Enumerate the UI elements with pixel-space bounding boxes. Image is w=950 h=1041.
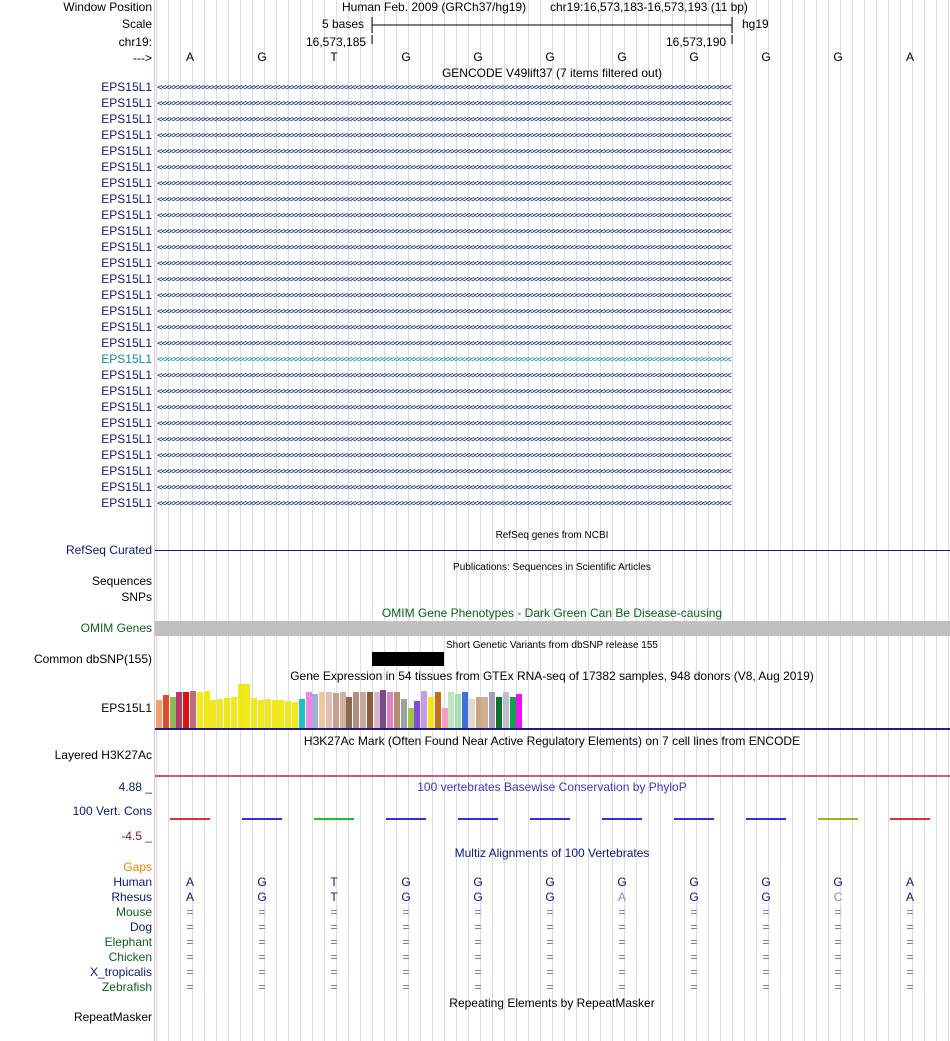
gene-row-label[interactable]: EPS15L1 [101, 240, 152, 254]
alignment-base: = [906, 905, 914, 919]
gene-row-label[interactable]: EPS15L1 [101, 400, 152, 414]
phylop-max-label: 4.88 _ [118, 780, 152, 794]
gtex-tissue-bar[interactable] [251, 698, 257, 728]
position-text: chr19:16,573,183-16,573,193 (11 bp) [550, 0, 748, 14]
h3k27ac-title[interactable]: H3K27Ac Mark (Often Found Near Active Regulatory Elements) on 7 cell lines from ENCODE [303, 734, 801, 748]
gtex-tissue-bar[interactable] [489, 692, 495, 728]
base-letter: A [185, 50, 195, 64]
gene-row-label[interactable]: EPS15L1 [101, 256, 152, 270]
alignment-base: = [834, 935, 842, 949]
alignment-base: G [689, 890, 699, 904]
gene-row[interactable]: <<<<<<<<<<<<<<<<<<<<<<<<<<<<<<<<<<<<<<<<<<<<<<<<<<<<<<<<<<<<<<<<<<<<<<<<<<<<<<<<<<<<<<<<<<<<<<<<<<<<<<<<<<<<<<<<<<<<<<<<<<<<<<<<<<<<<<<< [157, 339, 731, 349]
snps-label[interactable]: SNPs [121, 590, 152, 604]
gene-row[interactable]: <<<<<<<<<<<<<<<<<<<<<<<<<<<<<<<<<<<<<<<<<<<<<<<<<<<<<<<<<<<<<<<<<<<<<<<<<<<<<<<<<<<<<<<<<<<<<<<<<<<<<<<<<<<<<<<<<<<<<<<<<<<<<<<<<<<<<<<< [157, 243, 731, 253]
alignment-base: = [906, 980, 914, 994]
gtex-tissue-bar[interactable] [353, 692, 359, 728]
alignment-base: = [330, 920, 338, 934]
gtex-tissue-bar[interactable] [190, 691, 196, 728]
alignment-base: = [258, 965, 266, 979]
refseq-gene-line[interactable] [155, 550, 950, 551]
gtex-tissue-bar[interactable] [244, 684, 250, 728]
gtex-tissue-bar[interactable] [428, 697, 434, 728]
alignment-base: = [186, 980, 194, 994]
alignment-base: = [690, 935, 698, 949]
alignment-base: = [762, 905, 770, 919]
strand-label: ---> [133, 51, 152, 65]
alignment-base: = [474, 950, 482, 964]
gaps-label[interactable]: Gaps [123, 860, 152, 874]
h3k27ac-baseline [155, 775, 950, 777]
gene-row-label[interactable]: EPS15L1 [101, 496, 152, 510]
chrom-label: chr19: [118, 35, 152, 49]
gene-row[interactable]: <<<<<<<<<<<<<<<<<<<<<<<<<<<<<<<<<<<<<<<<<<<<<<<<<<<<<<<<<<<<<<<<<<<<<<<<<<<<<<<<<<<<<<<<<<<<<<<<<<<<<<<<<<<<<<<<<<<<<<<<<<<<<<<<<<<<<<<< [157, 483, 731, 493]
omim-gene-bar[interactable] [155, 621, 950, 636]
alignment-base: G [833, 875, 843, 889]
gene-row[interactable]: <<<<<<<<<<<<<<<<<<<<<<<<<<<<<<<<<<<<<<<<<<<<<<<<<<<<<<<<<<<<<<<<<<<<<<<<<<<<<<<<<<<<<<<<<<<<<<<<<<<<<<<<<<<<<<<<<<<<<<<<<<<<<<<<<<<<<<<< [157, 83, 731, 93]
gene-row[interactable]: <<<<<<<<<<<<<<<<<<<<<<<<<<<<<<<<<<<<<<<<<<<<<<<<<<<<<<<<<<<<<<<<<<<<<<<<<<<<<<<<<<<<<<<<<<<<<<<<<<<<<<<<<<<<<<<<<<<<<<<<<<<<<<<<<<<<<<<< [157, 211, 731, 221]
alignment-base: = [690, 920, 698, 934]
gene-row-label[interactable]: EPS15L1 [101, 352, 152, 366]
refseq-label[interactable]: RefSeq Curated [65, 543, 152, 557]
alignment-base: = [546, 920, 554, 934]
gtex-tissue-bar[interactable] [346, 697, 352, 728]
dbsnp-variant[interactable] [372, 652, 444, 666]
gene-row[interactable]: <<<<<<<<<<<<<<<<<<<<<<<<<<<<<<<<<<<<<<<<<<<<<<<<<<<<<<<<<<<<<<<<<<<<<<<<<<<<<<<<<<<<<<<<<<<<<<<<<<<<<<<<<<<<<<<<<<<<<<<<<<<<<<<<<<<<<<<< [157, 451, 731, 461]
alignment-base: A [905, 890, 915, 904]
alignment-base: = [402, 965, 410, 979]
dbsnp-title[interactable]: Short Genetic Variants from dbSNP release 155 [446, 640, 658, 651]
alignment-base: = [834, 980, 842, 994]
alignment-base: T [330, 875, 338, 889]
gtex-tissue-bar[interactable] [462, 692, 468, 728]
alignment-base: G [545, 875, 555, 889]
gtex-tissue-bar[interactable] [394, 692, 400, 728]
alignment-base: G [401, 890, 411, 904]
gene-row[interactable]: <<<<<<<<<<<<<<<<<<<<<<<<<<<<<<<<<<<<<<<<<<<<<<<<<<<<<<<<<<<<<<<<<<<<<<<<<<<<<<<<<<<<<<<<<<<<<<<<<<<<<<<<<<<<<<<<<<<<<<<<<<<<<<<<<<<<<<<< [157, 131, 731, 141]
gene-row[interactable]: <<<<<<<<<<<<<<<<<<<<<<<<<<<<<<<<<<<<<<<<<<<<<<<<<<<<<<<<<<<<<<<<<<<<<<<<<<<<<<<<<<<<<<<<<<<<<<<<<<<<<<<<<<<<<<<<<<<<<<<<<<<<<<<<<<<<<<<< [157, 147, 731, 157]
dbsnp-label[interactable]: Common dbSNP(155) [33, 652, 152, 666]
alignment-base: = [186, 935, 194, 949]
alignment-base: = [546, 935, 554, 949]
alignment-base: G [761, 890, 771, 904]
gene-row-label[interactable]: EPS15L1 [101, 128, 152, 142]
gene-row[interactable]: <<<<<<<<<<<<<<<<<<<<<<<<<<<<<<<<<<<<<<<<<<<<<<<<<<<<<<<<<<<<<<<<<<<<<<<<<<<<<<<<<<<<<<<<<<<<<<<<<<<<<<<<<<<<<<<<<<<<<<<<<<<<<<<<<<<<<<<< [157, 195, 731, 205]
gene-row[interactable]: <<<<<<<<<<<<<<<<<<<<<<<<<<<<<<<<<<<<<<<<<<<<<<<<<<<<<<<<<<<<<<<<<<<<<<<<<<<<<<<<<<<<<<<<<<<<<<<<<<<<<<<<<<<<<<<<<<<<<<<<<<<<<<<<<<<<<<<< [157, 371, 731, 381]
alignment-base: = [618, 950, 626, 964]
gtex-tissue-bar[interactable] [326, 692, 332, 728]
alignment-base: = [330, 965, 338, 979]
gene-row[interactable]: <<<<<<<<<<<<<<<<<<<<<<<<<<<<<<<<<<<<<<<<<<<<<<<<<<<<<<<<<<<<<<<<<<<<<<<<<<<<<<<<<<<<<<<<<<<<<<<<<<<<<<<<<<<<<<<<<<<<<<<<<<<<<<<<<<<<<<<< [157, 419, 731, 429]
gene-row-label[interactable]: EPS15L1 [101, 272, 152, 286]
gtex-tissue-bar[interactable] [163, 695, 169, 728]
alignment-base: = [330, 935, 338, 949]
multiz-title[interactable]: Multiz Alignments of 100 Vertebrates [454, 846, 650, 860]
phylop-min-label: -4.5 _ [121, 829, 152, 843]
alignment-base: = [186, 950, 194, 964]
gene-row[interactable]: <<<<<<<<<<<<<<<<<<<<<<<<<<<<<<<<<<<<<<<<<<<<<<<<<<<<<<<<<<<<<<<<<<<<<<<<<<<<<<<<<<<<<<<<<<<<<<<<<<<<<<<<<<<<<<<<<<<<<<<<<<<<<<<<<<<<<<<< [157, 179, 731, 189]
alignment-base: = [186, 920, 194, 934]
gtex-tissue-bar[interactable] [380, 690, 386, 728]
alignment-base: = [474, 920, 482, 934]
base-letter: G [473, 50, 483, 64]
gencode-title[interactable]: GENCODE V49lift37 (7 items filtered out) [441, 66, 663, 80]
gene-row[interactable]: <<<<<<<<<<<<<<<<<<<<<<<<<<<<<<<<<<<<<<<<<<<<<<<<<<<<<<<<<<<<<<<<<<<<<<<<<<<<<<<<<<<<<<<<<<<<<<<<<<<<<<<<<<<<<<<<<<<<<<<<<<<<<<<<<<<<<<<< [157, 99, 731, 109]
repeatmasker-title[interactable]: Repeating Elements by RepeatMasker [449, 996, 655, 1010]
alignment-base: = [906, 965, 914, 979]
gtex-tissue-bar[interactable] [333, 693, 339, 728]
gene-row-label[interactable]: EPS15L1 [101, 416, 152, 430]
gtex-tissue-bar[interactable] [299, 699, 305, 728]
alignment-base: = [258, 920, 266, 934]
alignment-base: = [618, 935, 626, 949]
species-label[interactable]: Human [113, 875, 152, 889]
gtex-tissue-bar[interactable] [156, 700, 162, 728]
gene-row-label[interactable]: EPS15L1 [101, 96, 152, 110]
alignment-base: T [330, 890, 338, 904]
gtex-tissue-bar[interactable] [183, 692, 189, 728]
base-letter: G [401, 50, 411, 64]
gene-row-label[interactable]: EPS15L1 [101, 160, 152, 174]
alignment-base: A [185, 890, 195, 904]
coord-right: 16,573,190 [666, 35, 727, 49]
alignment-base: = [906, 950, 914, 964]
alignment-base: = [690, 905, 698, 919]
alignment-base: = [546, 965, 554, 979]
gtex-tissue-bar[interactable] [217, 699, 223, 728]
alignment-base: G [473, 875, 483, 889]
gene-row[interactable]: <<<<<<<<<<<<<<<<<<<<<<<<<<<<<<<<<<<<<<<<<<<<<<<<<<<<<<<<<<<<<<<<<<<<<<<<<<<<<<<<<<<<<<<<<<<<<<<<<<<<<<<<<<<<<<<<<<<<<<<<<<<<<<<<<<<<<<<< [157, 323, 731, 333]
gene-row[interactable]: <<<<<<<<<<<<<<<<<<<<<<<<<<<<<<<<<<<<<<<<<<<<<<<<<<<<<<<<<<<<<<<<<<<<<<<<<<<<<<<<<<<<<<<<<<<<<<<<<<<<<<<<<<<<<<<<<<<<<<<<<<<<<<<<<<<<<<<< [157, 115, 731, 125]
gtex-tissue-bar[interactable] [455, 694, 461, 728]
alignment-base: A [905, 875, 915, 889]
alignment-base: = [618, 980, 626, 994]
gene-row[interactable]: <<<<<<<<<<<<<<<<<<<<<<<<<<<<<<<<<<<<<<<<<<<<<<<<<<<<<<<<<<<<<<<<<<<<<<<<<<<<<<<<<<<<<<<<<<<<<<<<<<<<<<<<<<<<<<<<<<<<<<<<<<<<<<<<<<<<<<<< [157, 227, 731, 237]
alignment-base: = [258, 935, 266, 949]
base-letter: G [617, 50, 627, 64]
alignment-base: G [257, 875, 267, 889]
alignment-base: = [258, 980, 266, 994]
gtex-tissue-bar[interactable] [360, 692, 366, 728]
refseq-title[interactable]: RefSeq genes from NCBI [495, 530, 609, 541]
gene-row-label[interactable]: EPS15L1 [101, 208, 152, 222]
gene-row[interactable]: <<<<<<<<<<<<<<<<<<<<<<<<<<<<<<<<<<<<<<<<<<<<<<<<<<<<<<<<<<<<<<<<<<<<<<<<<<<<<<<<<<<<<<<<<<<<<<<<<<<<<<<<<<<<<<<<<<<<<<<<<<<<<<<<<<<<<<<< [157, 355, 731, 365]
gene-row-label[interactable]: EPS15L1 [101, 224, 152, 238]
alignment-base: = [474, 980, 482, 994]
gtex-tissue-bar[interactable] [421, 691, 427, 728]
alignment-base: G [761, 875, 771, 889]
alignment-base: = [690, 980, 698, 994]
alignment-base: C [833, 890, 843, 904]
alignment-base: G [689, 875, 699, 889]
assembly-text: Human Feb. 2009 (GRCh37/hg19) [342, 0, 527, 14]
alignment-base: = [186, 965, 194, 979]
alignment-base: = [762, 950, 770, 964]
phylop-title[interactable]: 100 vertebrates Basewise Conservation by PhyloP [417, 780, 687, 794]
gene-row-label[interactable]: EPS15L1 [101, 176, 152, 190]
gene-row-label[interactable]: EPS15L1 [101, 432, 152, 446]
gene-row[interactable]: <<<<<<<<<<<<<<<<<<<<<<<<<<<<<<<<<<<<<<<<<<<<<<<<<<<<<<<<<<<<<<<<<<<<<<<<<<<<<<<<<<<<<<<<<<<<<<<<<<<<<<<<<<<<<<<<<<<<<<<<<<<<<<<<<<<<<<<< [157, 291, 731, 301]
gtex-tissue-bar[interactable] [292, 702, 298, 728]
gene-row-label[interactable]: EPS15L1 [101, 80, 152, 94]
gtex-tissue-bar[interactable] [258, 700, 264, 728]
gene-row-label[interactable]: EPS15L1 [101, 464, 152, 478]
alignment-base: = [330, 980, 338, 994]
gtex-tissue-bar[interactable] [367, 692, 373, 728]
gtex-tissue-bar[interactable] [312, 694, 318, 728]
base-letter: G [689, 50, 699, 64]
track-labels [0, 0, 153, 1041]
gtex-tissue-bar[interactable] [285, 701, 291, 728]
species-label[interactable]: Chicken [108, 950, 152, 964]
gene-row[interactable]: <<<<<<<<<<<<<<<<<<<<<<<<<<<<<<<<<<<<<<<<<<<<<<<<<<<<<<<<<<<<<<<<<<<<<<<<<<<<<<<<<<<<<<<<<<<<<<<<<<<<<<<<<<<<<<<<<<<<<<<<<<<<<<<<<<<<<<<< [157, 163, 731, 173]
alignment-base: = [762, 965, 770, 979]
base-letter: G [545, 50, 555, 64]
gtex-tissue-bar[interactable] [265, 699, 271, 728]
gene-row[interactable]: <<<<<<<<<<<<<<<<<<<<<<<<<<<<<<<<<<<<<<<<<<<<<<<<<<<<<<<<<<<<<<<<<<<<<<<<<<<<<<<<<<<<<<<<<<<<<<<<<<<<<<<<<<<<<<<<<<<<<<<<<<<<<<<<<<<<<<<< [157, 259, 731, 269]
gene-row[interactable]: <<<<<<<<<<<<<<<<<<<<<<<<<<<<<<<<<<<<<<<<<<<<<<<<<<<<<<<<<<<<<<<<<<<<<<<<<<<<<<<<<<<<<<<<<<<<<<<<<<<<<<<<<<<<<<<<<<<<<<<<<<<<<<<<<<<<<<<< [157, 435, 731, 445]
gene-row-label[interactable]: EPS15L1 [101, 144, 152, 158]
base-letter: A [905, 50, 915, 64]
species-label[interactable]: Zebrafish [101, 980, 152, 994]
gtex-tissue-bar[interactable] [210, 700, 216, 728]
alignment-base: = [834, 950, 842, 964]
alignment-base: = [546, 980, 554, 994]
repeatmasker-label[interactable]: RepeatMasker [73, 1010, 152, 1024]
gtex-gene-label[interactable]: EPS15L1 [101, 701, 152, 715]
omim-title[interactable]: OMIM Gene Phenotypes - Dark Green Can Be Disease-causing [381, 606, 723, 620]
gtex-tissue-bar[interactable] [401, 699, 407, 728]
alignment-base: = [762, 935, 770, 949]
alignment-base: = [618, 965, 626, 979]
track-area[interactable] [155, 0, 950, 1041]
gene-row-label[interactable]: EPS15L1 [101, 368, 152, 382]
gene-row-label[interactable]: EPS15L1 [101, 384, 152, 398]
alignment-base: = [330, 905, 338, 919]
gtex-tissue-bar[interactable] [482, 697, 488, 728]
alignment-base: = [834, 920, 842, 934]
alignment-base: G [617, 875, 627, 889]
alignment-base: = [834, 905, 842, 919]
alignment-base: = [258, 905, 266, 919]
alignment-base: = [402, 950, 410, 964]
alignment-base: = [474, 965, 482, 979]
gtex-tissue-bar[interactable] [319, 692, 325, 728]
alignment-base: = [474, 935, 482, 949]
scale-db-text: hg19 [742, 17, 769, 31]
scale-text: 5 bases [322, 17, 365, 31]
species-label[interactable]: Elephant [104, 935, 152, 949]
scale-bar [155, 14, 950, 44]
publications-title[interactable]: Publications: Sequences in Scientific Articles [453, 562, 651, 573]
gtex-baseline [155, 728, 950, 730]
gene-row-label[interactable]: EPS15L1 [101, 448, 152, 462]
species-label[interactable]: Mouse [115, 905, 152, 919]
gene-row[interactable]: <<<<<<<<<<<<<<<<<<<<<<<<<<<<<<<<<<<<<<<<<<<<<<<<<<<<<<<<<<<<<<<<<<<<<<<<<<<<<<<<<<<<<<<<<<<<<<<<<<<<<<<<<<<<<<<<<<<<<<<<<<<<<<<<<<<<<<<< [157, 275, 731, 285]
alignment-base: = [402, 935, 410, 949]
gtex-tissue-bar[interactable] [224, 698, 230, 728]
alignment-base: = [762, 980, 770, 994]
alignment-base: = [690, 950, 698, 964]
gene-row-label[interactable]: EPS15L1 [101, 192, 152, 206]
gtex-tissue-bar[interactable] [496, 697, 502, 728]
alignment-base: A [185, 875, 195, 889]
gene-row-label[interactable]: EPS15L1 [101, 320, 152, 334]
window-position-label: Window Position [63, 0, 152, 14]
gene-row[interactable]: <<<<<<<<<<<<<<<<<<<<<<<<<<<<<<<<<<<<<<<<<<<<<<<<<<<<<<<<<<<<<<<<<<<<<<<<<<<<<<<<<<<<<<<<<<<<<<<<<<<<<<<<<<<<<<<<<<<<<<<<<<<<<<<<<<<<<<<< [157, 499, 731, 509]
gtex-tissue-bar[interactable] [387, 692, 393, 728]
base-letter: G [833, 50, 843, 64]
gene-row[interactable]: <<<<<<<<<<<<<<<<<<<<<<<<<<<<<<<<<<<<<<<<<<<<<<<<<<<<<<<<<<<<<<<<<<<<<<<<<<<<<<<<<<<<<<<<<<<<<<<<<<<<<<<<<<<<<<<<<<<<<<<<<<<<<<<<<<<<<<<< [157, 387, 731, 397]
gene-row[interactable]: <<<<<<<<<<<<<<<<<<<<<<<<<<<<<<<<<<<<<<<<<<<<<<<<<<<<<<<<<<<<<<<<<<<<<<<<<<<<<<<<<<<<<<<<<<<<<<<<<<<<<<<<<<<<<<<<<<<<<<<<<<<<<<<<<<<<<<<< [157, 467, 731, 477]
alignment-base: = [402, 905, 410, 919]
alignment-base: G [401, 875, 411, 889]
alignment-base: A [617, 890, 627, 904]
species-label[interactable]: Dog [129, 920, 152, 934]
gtex-tissue-bar[interactable] [503, 692, 509, 728]
gene-row[interactable]: <<<<<<<<<<<<<<<<<<<<<<<<<<<<<<<<<<<<<<<<<<<<<<<<<<<<<<<<<<<<<<<<<<<<<<<<<<<<<<<<<<<<<<<<<<<<<<<<<<<<<<<<<<<<<<<<<<<<<<<<<<<<<<<<<<<<<<<< [157, 307, 731, 317]
alignment-base: = [546, 905, 554, 919]
gtex-tissue-bar[interactable] [278, 700, 284, 728]
gene-row-label[interactable]: EPS15L1 [101, 336, 152, 350]
base-letter: G [257, 50, 267, 64]
gtex-tissue-bar[interactable] [448, 692, 454, 728]
alignment-base: = [402, 980, 410, 994]
phylop-label[interactable]: 100 Vert. Cons [72, 804, 152, 818]
species-label[interactable]: Rhesus [111, 890, 152, 904]
alignment-base: = [474, 905, 482, 919]
gtex-tissue-bar[interactable] [435, 692, 441, 728]
gtex-tissue-bar[interactable] [516, 694, 522, 728]
gtex-tissue-bar[interactable] [197, 692, 203, 728]
base-letter: T [330, 50, 338, 64]
coord-left: 16,573,185 [306, 35, 367, 49]
gene-row-label[interactable]: EPS15L1 [101, 480, 152, 494]
gene-row-label[interactable]: EPS15L1 [101, 304, 152, 318]
alignment-base: G [545, 890, 555, 904]
alignment-base: = [186, 905, 194, 919]
gene-row-label[interactable]: EPS15L1 [101, 288, 152, 302]
alignment-base: G [257, 890, 267, 904]
gene-row-label[interactable]: EPS15L1 [101, 112, 152, 126]
alignment-base: = [906, 920, 914, 934]
alignment-base: = [546, 950, 554, 964]
alignment-base: = [618, 905, 626, 919]
alignment-base: = [762, 920, 770, 934]
gtex-tissue-bar[interactable] [469, 699, 475, 728]
alignment-base: = [402, 920, 410, 934]
phylop-plot[interactable] [155, 810, 950, 830]
omim-label[interactable]: OMIM Genes [80, 621, 152, 635]
scale-label: Scale [121, 17, 152, 31]
alignment-base: G [473, 890, 483, 904]
h3k27ac-label[interactable]: Layered H3K27Ac [54, 748, 152, 762]
alignment-base: = [906, 935, 914, 949]
gtex-tissue-bar[interactable] [176, 692, 182, 728]
gene-row[interactable]: <<<<<<<<<<<<<<<<<<<<<<<<<<<<<<<<<<<<<<<<<<<<<<<<<<<<<<<<<<<<<<<<<<<<<<<<<<<<<<<<<<<<<<<<<<<<<<<<<<<<<<<<<<<<<<<<<<<<<<<<<<<<<<<<<<<<<<<< [157, 403, 731, 413]
alignment-base: = [618, 920, 626, 934]
alignment-base: = [834, 965, 842, 979]
alignment-base: = [330, 950, 338, 964]
gtex-tissue-bar[interactable] [231, 697, 237, 728]
base-letter: G [761, 50, 771, 64]
alignment-base: = [258, 950, 266, 964]
sequences-label[interactable]: Sequences [91, 574, 152, 588]
gtex-tissue-bar[interactable] [414, 701, 420, 728]
gtex-title[interactable]: Gene Expression in 54 tissues from GTEx RNA-seq of 17382 samples, 948 donors (V8, Aug 2019) [290, 669, 814, 683]
alignment-base: = [690, 965, 698, 979]
species-label[interactable]: X_tropicalis [89, 965, 152, 979]
